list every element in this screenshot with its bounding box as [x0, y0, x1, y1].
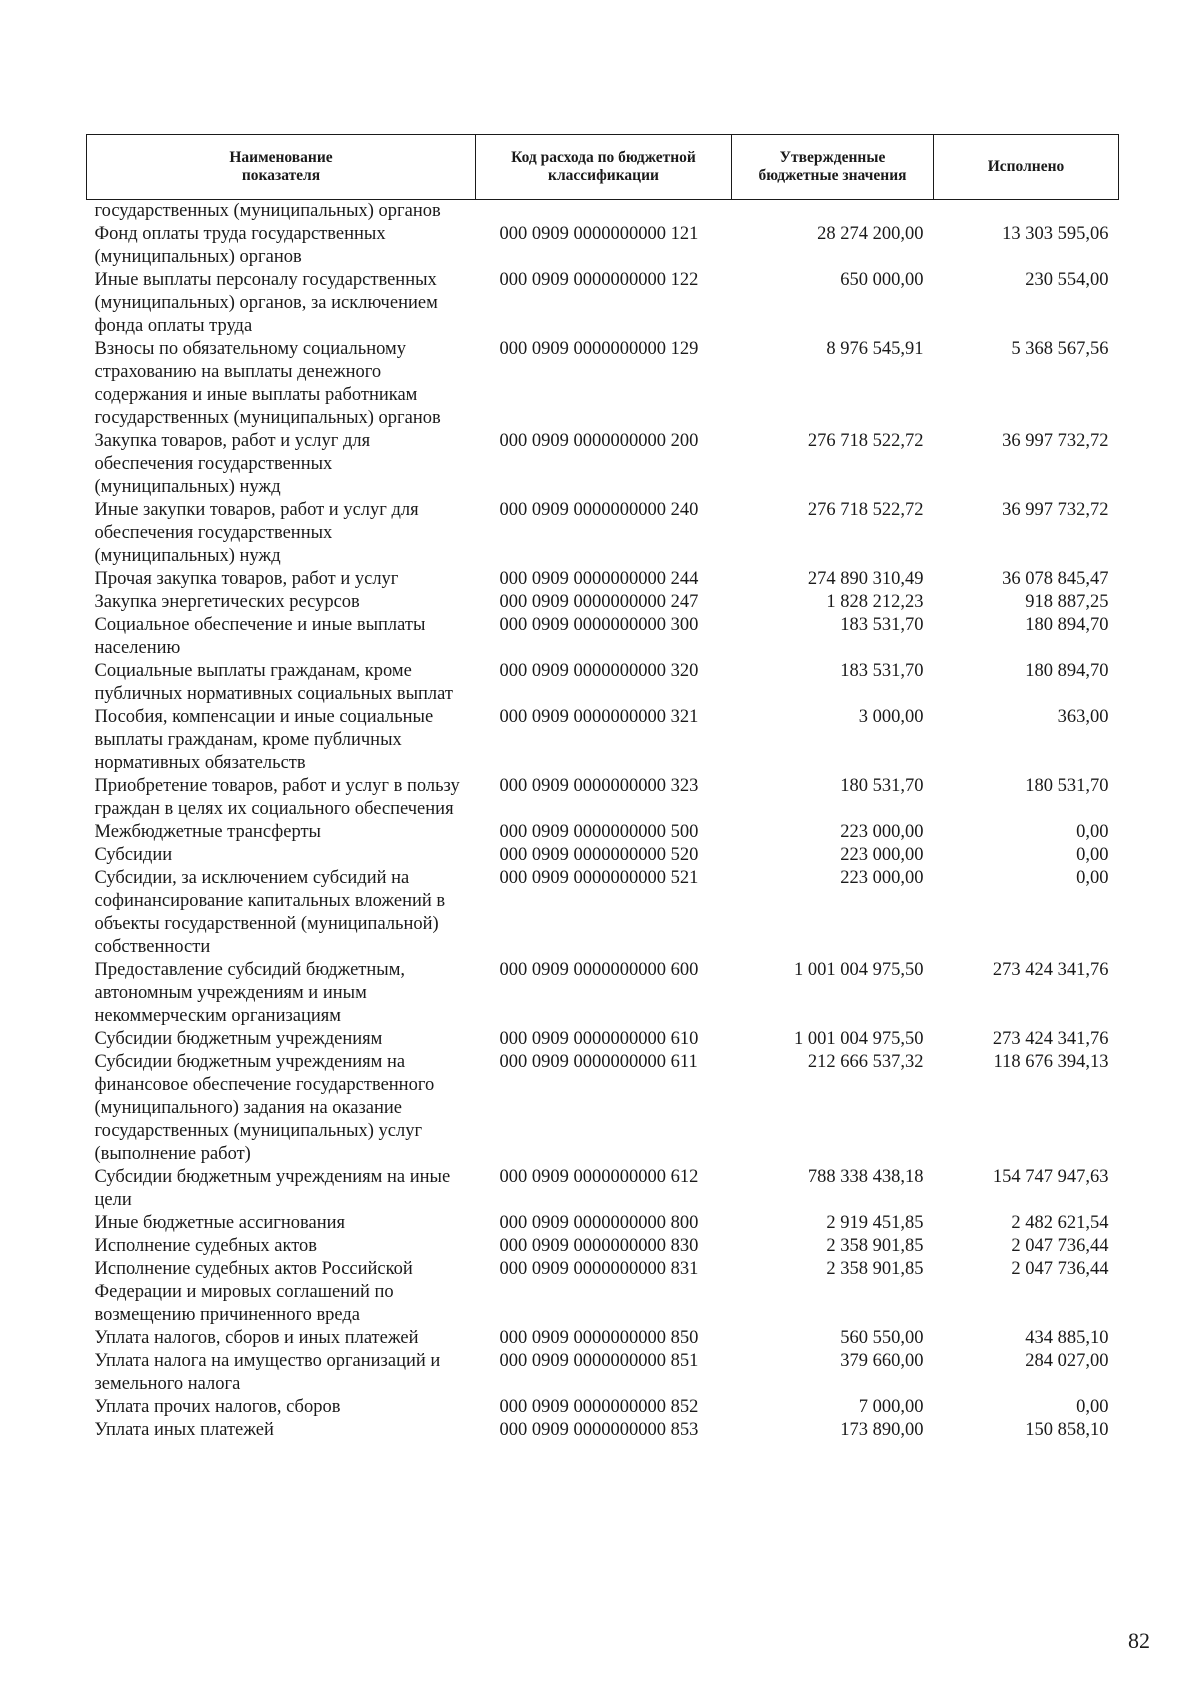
cell-name: Субсидии бюджетным учреждениям: [94, 1029, 383, 1049]
cell-name: Приобретение товаров, работ и услуг в пользу граждан в целях их социального обеспечения: [94, 776, 460, 819]
table-row: [87, 959, 1119, 1028]
cell-code: 000 0909 0000000000 800: [499, 1213, 699, 1233]
table-row: [87, 338, 1119, 430]
cell-name: Уплата иных платежей: [94, 1420, 274, 1440]
cell-executed: 36 997 732,72: [1002, 431, 1109, 451]
cell-code: 000 0909 0000000000 612: [499, 1167, 699, 1187]
cell-name: Уплата прочих налогов, сборов: [94, 1397, 341, 1417]
table-row: [87, 430, 1119, 499]
page-number: 82: [1128, 1628, 1150, 1653]
cell-name: Иные бюджетные ассигнования: [94, 1213, 346, 1233]
table-row: [87, 706, 1119, 775]
cell-name: Закупка энергетических ресурсов: [94, 592, 360, 612]
cell-approved: 650 000,00: [840, 270, 924, 290]
table-row: [87, 1166, 1119, 1212]
cell-approved: 2 919 451,85: [826, 1213, 924, 1233]
cell-approved: 3 000,00: [858, 707, 924, 727]
cell-name: Закупка товаров, работ и услуг для обеспечения государственных (муниципальных) нужд: [94, 431, 371, 497]
cell-code: 000 0909 0000000000 611: [499, 1052, 698, 1072]
table-row: [87, 1327, 1119, 1350]
cell-approved: 7 000,00: [858, 1397, 924, 1417]
cell-name: Субсидии бюджетным учреждениям на финансовое обеспечение государственного (муниципального) задания на оказание государственных (муниципальных) услуг (выполнение работ): [94, 1052, 435, 1164]
cell-name: Взносы по обязательному социальному страхованию на выплаты денежного содержания и иные выплаты работникам государственных (муниципальных) органов: [94, 339, 441, 428]
cell-code: 000 0909 0000000000 240: [499, 500, 699, 520]
cell-code: 000 0909 0000000000 121: [499, 224, 699, 244]
cell-approved: 223 000,00: [840, 868, 924, 888]
cell-executed: 273 424 341,76: [992, 1029, 1109, 1049]
table-row: [87, 1258, 1119, 1327]
budget-execution-table: [86, 134, 1119, 1442]
cell-name: государственных (муниципальных) органов: [94, 201, 441, 221]
header-name: Наименование показателя: [87, 135, 476, 200]
table-row: [87, 1028, 1119, 1051]
cell-name: Фонд оплаты труда государственных (муниципальных) органов: [94, 224, 386, 267]
cell-approved: 180 531,70: [840, 776, 924, 796]
table-body: [87, 200, 1119, 1443]
table-row: [87, 1235, 1119, 1258]
cell-name: Субсидии: [94, 845, 173, 865]
table-row: [87, 591, 1119, 614]
cell-executed: 150 858,10: [1025, 1420, 1109, 1440]
cell-approved: 1 828 212,23: [826, 592, 924, 612]
cell-code: 000 0909 0000000000 300: [499, 615, 699, 635]
cell-name: Пособия, компенсации и иные социальные выплаты гражданам, кроме публичных нормативных обязательств: [94, 707, 434, 773]
cell-executed: 273 424 341,76: [992, 960, 1109, 980]
cell-name: Прочая закупка товаров, работ и услуг: [94, 569, 399, 589]
cell-name: Исполнение судебных актов Российской Федерации и мировых соглашений по возмещению причиненного вреда: [94, 1259, 413, 1325]
cell-executed: 180 894,70: [1025, 615, 1109, 635]
header-code: Код расхода по бюджетной классификации: [476, 135, 732, 200]
cell-code: 000 0909 0000000000 831: [499, 1259, 699, 1279]
cell-code: 000 0909 0000000000 520: [499, 845, 699, 865]
table-header: [87, 135, 1119, 200]
table-row: [87, 200, 1119, 224]
cell-executed: 5 368 567,56: [1011, 339, 1109, 359]
cell-approved: 212 666 537,32: [807, 1052, 924, 1072]
cell-executed: 363,00: [1057, 707, 1109, 727]
cell-approved: 223 000,00: [840, 822, 924, 842]
cell-name: Межбюджетные трансферты: [94, 822, 321, 842]
cell-executed: 230 554,00: [1025, 270, 1109, 290]
header-executed: Исполнено: [934, 135, 1119, 200]
cell-name: Иные закупки товаров, работ и услуг для обеспечения государственных (муниципальных) нужд: [94, 500, 419, 566]
cell-executed: 36 078 845,47: [1002, 569, 1109, 589]
table-row: [87, 499, 1119, 568]
cell-name: Социальные выплаты гражданам, кроме публичных нормативных социальных выплат: [94, 661, 453, 704]
cell-code: 000 0909 0000000000 851: [499, 1351, 699, 1371]
cell-code: [476, 200, 732, 224]
cell-approved: 560 550,00: [840, 1328, 924, 1348]
cell-code: 000 0909 0000000000 830: [499, 1236, 699, 1256]
cell-name: Предоставление субсидий бюджетным, автономным учреждениям и иным некоммерческим организациям: [94, 960, 406, 1026]
cell-approved: 276 718 522,72: [807, 431, 924, 451]
table-row: [87, 269, 1119, 338]
cell-executed: 180 894,70: [1025, 661, 1109, 681]
cell-executed: 0,00: [1076, 845, 1109, 865]
table-row: [87, 1051, 1119, 1166]
cell-name: Социальное обеспечение и иные выплаты населению: [94, 615, 426, 658]
table-row: [87, 1212, 1119, 1235]
cell-approved: 173 890,00: [840, 1420, 924, 1440]
cell-name: Уплата налогов, сборов и иных платежей: [94, 1328, 419, 1348]
table-row: [87, 660, 1119, 706]
cell-approved: 8 976 545,91: [826, 339, 924, 359]
cell-code: 000 0909 0000000000 247: [499, 592, 699, 612]
table-row: [87, 568, 1119, 591]
cell-name: Иные выплаты персоналу государственных (муниципальных) органов, за исключением фонда оплаты труда: [94, 270, 438, 336]
cell-approved: [732, 200, 934, 224]
cell-approved: 2 358 901,85: [826, 1236, 924, 1256]
cell-executed: 918 887,25: [1025, 592, 1109, 612]
table-row: [87, 1396, 1119, 1419]
cell-approved: 1 001 004 975,50: [794, 1029, 924, 1049]
table-row: [87, 1350, 1119, 1396]
cell-executed: [934, 200, 1119, 224]
table-row: [87, 223, 1119, 269]
cell-approved: 183 531,70: [840, 661, 924, 681]
cell-approved: 788 338 438,18: [807, 1167, 924, 1187]
cell-executed: 2 047 736,44: [1011, 1236, 1109, 1256]
cell-approved: 28 274 200,00: [817, 224, 924, 244]
cell-code: 000 0909 0000000000 321: [499, 707, 699, 727]
cell-code: 000 0909 0000000000 122: [499, 270, 699, 290]
table-row: [87, 821, 1119, 844]
header-row: [87, 135, 1119, 200]
cell-executed: 36 997 732,72: [1002, 500, 1109, 520]
cell-code: 000 0909 0000000000 320: [499, 661, 699, 681]
cell-executed: 2 047 736,44: [1011, 1259, 1109, 1279]
cell-name: Субсидии бюджетным учреждениям на иные цели: [94, 1167, 451, 1210]
cell-executed: 0,00: [1076, 868, 1109, 888]
cell-executed: 0,00: [1076, 1397, 1109, 1417]
cell-code: 000 0909 0000000000 200: [499, 431, 699, 451]
cell-code: 000 0909 0000000000 853: [499, 1420, 699, 1440]
table-row: [87, 614, 1119, 660]
cell-approved: 223 000,00: [840, 845, 924, 865]
cell-executed: 434 885,10: [1025, 1328, 1109, 1348]
header-approved: Утвержденные бюджетные значения: [732, 135, 934, 200]
cell-code: 000 0909 0000000000 500: [499, 822, 699, 842]
cell-code: 000 0909 0000000000 244: [499, 569, 699, 589]
cell-approved: 183 531,70: [840, 615, 924, 635]
cell-name: Субсидии, за исключением субсидий на софинансирование капитальных вложений в объекты государственной (муниципальной) собственности: [94, 868, 446, 957]
cell-code: 000 0909 0000000000 610: [499, 1029, 699, 1049]
cell-name: Уплата налога на имущество организаций и земельного налога: [94, 1351, 441, 1394]
cell-code: 000 0909 0000000000 323: [499, 776, 699, 796]
cell-code: 000 0909 0000000000 852: [499, 1397, 699, 1417]
cell-code: 000 0909 0000000000 129: [499, 339, 699, 359]
table-row: [87, 1419, 1119, 1442]
cell-approved: 379 660,00: [840, 1351, 924, 1371]
table-row: [87, 867, 1119, 959]
cell-code: 000 0909 0000000000 850: [499, 1328, 699, 1348]
cell-approved: 1 001 004 975,50: [794, 960, 924, 980]
cell-approved: 274 890 310,49: [807, 569, 924, 589]
cell-executed: 180 531,70: [1025, 776, 1109, 796]
cell-executed: 118 676 394,13: [993, 1052, 1109, 1072]
cell-code: 000 0909 0000000000 600: [499, 960, 699, 980]
cell-code: 000 0909 0000000000 521: [499, 868, 699, 888]
cell-name: Исполнение судебных актов: [94, 1236, 318, 1256]
cell-executed: 2 482 621,54: [1011, 1213, 1109, 1233]
cell-executed: 154 747 947,63: [992, 1167, 1109, 1187]
budget-table-wrapper: [86, 134, 1118, 1442]
table-row: [87, 844, 1119, 867]
cell-executed: 13 303 595,06: [1002, 224, 1109, 244]
cell-executed: 284 027,00: [1025, 1351, 1109, 1371]
cell-approved: 2 358 901,85: [826, 1259, 924, 1279]
table-row: [87, 775, 1119, 821]
cell-approved: 276 718 522,72: [807, 500, 924, 520]
cell-executed: 0,00: [1076, 822, 1109, 842]
